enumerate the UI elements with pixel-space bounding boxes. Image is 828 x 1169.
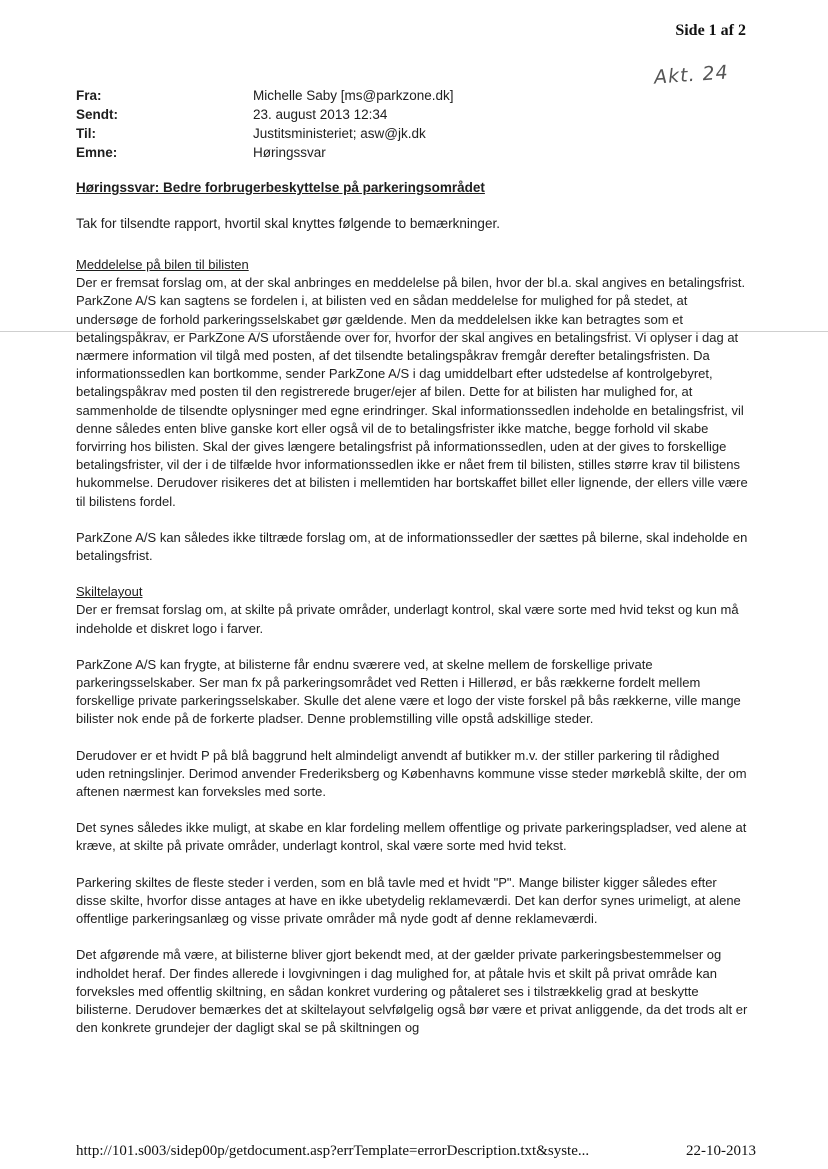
paragraph: Der er fremsat forslag om, at der skal anbringes en meddelelse på bilen, hvor der bl.a. skal angives en betalingsfrist. ParkZone A/S kan sagtens se fordelen i, at bilisten ved en sådan meddelelse for mulighed for på stedet, at undersøge de forhold parkeringsselskabet gør gældende. Men da meddelelsen ikke kan betragtes som et betalingspåkrav, er ParkZone A/S uforstående over for, hvorfor der skal angives en betalingsfrist. Vi oplyser i dag at nærmere information vil tilgå med posten, af det tilsendte betalingspåkrav fremgår derefter betalingsfristen. Da informationssedlen kan bortkomme, sender ParkZone A/S i dag umiddelbart efter udstedelse af kontrolgebyret, betalingspåkrav med posten til den registrerede bruger/ejer af bilen. Dette for at bilisten har mulighed for, at sammenholde de tilsendte oplysninger med egne erindringer. Skal informationssedlen indeholde en betalingsfrist, vil denne således enten blive ganske kort eller også vil de to betalingsfrister ikke matche, begge forhold vil skabe forvirring hos bilisten. Skal der gives længere betalingsfrist på informationssedlen, uden at der gives to forskellige betalingsfrister, vil der i de tilfælde hvor informationssedlen ikke er nået frem til bilisten, stilles større krav til bilistens hukommelse. Derudover risikeres det at bilisten i mellemtiden har bortskaffet billet eller lignende, der ellers ville være til bilistens fordel.	[76, 275, 748, 509]
section-heading-sign-layout: Skiltelayout	[76, 584, 143, 600]
subject-line: Høringssvar: Bedre forbrugerbeskyttelse på parkeringsområdet	[76, 180, 485, 195]
subject-row	[76, 143, 454, 162]
subject-value: Høringssvar	[253, 145, 326, 160]
footer-date: 22-10-2013	[686, 1143, 756, 1159]
intro-text: Tak for tilsendte rapport, hvortil skal knyttes følgende to bemærkninger.	[76, 216, 500, 231]
paragraph: Det synes således ikke muligt, at skabe en klar fordeling mellem offentlige og private parkeringspladser, ved alene at kræve, at skilte på private områder, underlagt kontrol, skal være sorte med hvid tekst.	[76, 820, 747, 854]
handwritten-stamp: Akt. 24	[653, 61, 730, 89]
from-label: Fra:	[76, 88, 102, 103]
section-heading-notice: Meddelelse på bilen til bilisten	[76, 257, 249, 272]
sent-row	[76, 105, 454, 124]
to-label: Til:	[76, 126, 96, 141]
from-row	[76, 86, 454, 105]
paragraph: Det afgørende må være, at bilisterne bliver gjort bekendt med, at der gælder private parkeringsbestemmelser og indholdet heraf. Der findes allerede i lovgivningen i dag mulighed for, at påtale hvis et skilt på privat område kan forveksles med offentlig skiltning, en sådan konkret vurdering og påtaleret ses i tilstrækkelig grad at beskytte bilisterne. Derudover bemærkes det at skiltelayout selvfølgelig også bør være et privat anliggende, da det trods alt er den konkrete grundejer der dagligt skal se på skiltningen og	[76, 947, 748, 1036]
to-row	[76, 124, 454, 143]
sent-value: 23. august 2013 12:34	[253, 107, 388, 122]
paragraph: Parkering skiltes de fleste steder i verden, som en blå tavle med et hvidt "P". Mange bilister kigger således efter disse skilte, hvorfor disse antages at have en ikke ubetydelig reklameværdi. Det kan derfor synes urimeligt, at alene offentlige parkeringsanlæg og visse private områder må nyde godt af denne reklameværdi.	[76, 874, 741, 927]
print-footer	[76, 1143, 756, 1160]
subject-label: Emne:	[76, 145, 118, 160]
from-value: Michelle Saby [ms@parkzone.dk]	[253, 88, 454, 103]
to-value: Justitsministeriet; asw@jk.dk	[253, 126, 426, 141]
sent-label: Sendt:	[76, 107, 118, 122]
page-number: Side 1 af 2	[675, 22, 746, 39]
paragraph: Derudover er et hvidt P på blå baggrund helt almindeligt anvendt af butikker m.v. der stiller parkering til rådighed uden retningslinjer. Derimod anvender Frederiksberg og Københavns kommune visse steder mørkeblå skilte, der om aftenen nærmest kan forveksles med sorte.	[76, 747, 747, 800]
email-header	[76, 86, 454, 162]
paragraph: Der er fremsat forslag om, at skilte på private områder, underlagt kontrol, skal være sorte med hvid tekst og kun må indeholde et diskret logo i farver.	[76, 602, 739, 636]
document-body	[76, 256, 748, 1055]
paragraph: ParkZone A/S kan således ikke tiltræde forslag om, at de informationssedler der sættes på bilerne, skal indeholde en betalingsfrist.	[76, 529, 748, 564]
paragraph: ParkZone A/S kan frygte, at bilisterne får endnu sværere ved, at skelne mellem de forskellige private parkeringsselskaber. Ser man fx på parkeringsområdet ved Retten i Hillerød, er bås rækkerne fordelt mellem forskellige private parkeringsselskaber. Skulle det alene være et logo der viste forskel på bås rækkerne, ville mange bilister nok ende på de forkerte pladser. Denne problemstilling ville opstå adskillige steder.	[76, 656, 741, 727]
footer-url: http://101.s003/sidep00p/getdocument.asp?errTemplate=errorDescription.txt&syste...	[76, 1143, 590, 1159]
